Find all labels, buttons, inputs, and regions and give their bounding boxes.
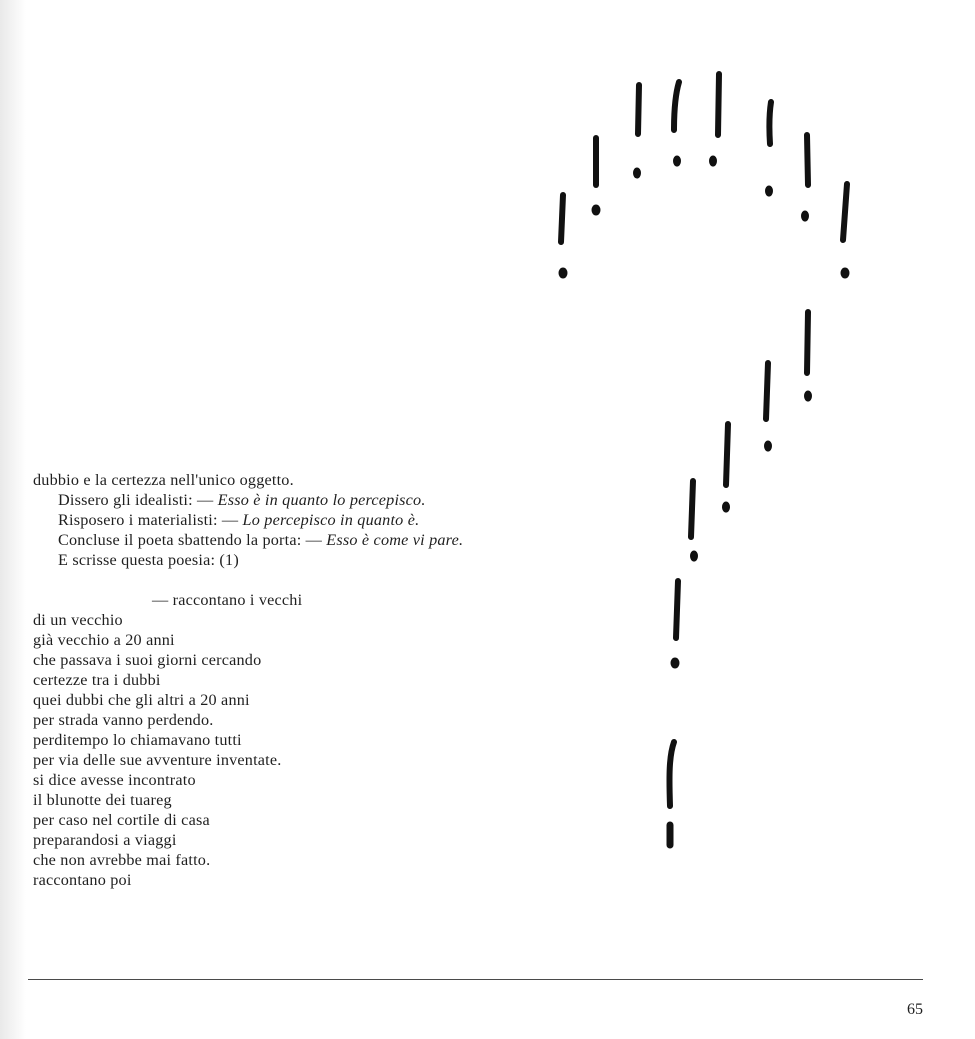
exclamation-mark-7 [802, 135, 809, 221]
exclamation-mark-2 [592, 138, 600, 215]
exclamation-mark-10 [765, 363, 772, 451]
paragraph-poeta [33, 530, 468, 550]
paragraph-materialisti [33, 510, 468, 530]
poem-line: che passava i suoi giorni cercando [33, 651, 262, 669]
poem-line: si dice avesse incontrato [33, 771, 196, 789]
exclamation-question-illustration [540, 60, 870, 860]
exclamation-mark-14 [669, 742, 674, 845]
exclamation-mark-12 [691, 481, 698, 561]
materialisti-quote: Lo percepisco in quanto è. [242, 511, 420, 529]
poem-line: per caso nel cortile di casa [33, 811, 210, 829]
poem-line: quei dubbi che gli altri a 20 anni [33, 691, 250, 709]
exclamation-mark-4 [674, 82, 681, 166]
poesia-intro: E scrisse questa poesia: (1) [58, 551, 239, 569]
poem-line: — raccontano i vecchi [152, 591, 303, 609]
exclamation-mark-5 [710, 74, 720, 166]
poem-line: raccontano poi [33, 871, 132, 889]
poem-line: certezze tra i dubbi [33, 671, 161, 689]
idealisti-quote: Esso è in quanto lo percepisco. [217, 491, 426, 509]
poeta-quote: Esso è come vi pare. [326, 531, 464, 549]
poem-line: preparandosi a viaggi [33, 831, 177, 849]
poem [33, 590, 468, 890]
footer-rule [28, 979, 923, 980]
exclamation-mark-13 [671, 581, 679, 668]
idealisti-intro: Dissero gli idealisti: — [58, 491, 218, 509]
poem-line: di un vecchio [33, 611, 123, 629]
poem-line: perditempo lo chiamavano tutti [33, 731, 242, 749]
exclamation-mark-8 [841, 184, 849, 278]
exclamation-mark-11 [723, 424, 730, 512]
exclamation-mark-3 [634, 85, 641, 178]
page-number: 65 [907, 1001, 923, 1018]
exclamation-mark-6 [766, 102, 773, 196]
exclamation-mark-1 [559, 195, 567, 278]
materialisti-intro: Risposero i materialisti: — [58, 511, 243, 529]
paragraph-idealisti [33, 490, 468, 510]
continuation-text: dubbio e la certezza nell'unico oggetto. [33, 471, 294, 489]
question-mark-of-exclamation-marks-icon [540, 60, 870, 860]
poem-line: per strada vanno perdendo. [33, 711, 214, 729]
gutter-shadow [0, 0, 26, 1039]
poem-line: per via delle sue avventure inventate. [33, 751, 282, 769]
paragraph-continuation [33, 470, 468, 490]
poeta-intro: Concluse il poeta sbattendo la porta: — [58, 531, 327, 549]
paragraph-poesia [33, 550, 468, 570]
poem-line: che non avrebbe mai fatto. [33, 851, 211, 869]
prose-and-poem [33, 470, 468, 890]
poem-line: già vecchio a 20 anni [33, 631, 175, 649]
poem-line: il blunotte dei tuareg [33, 791, 172, 809]
exclamation-mark-9 [805, 312, 812, 401]
